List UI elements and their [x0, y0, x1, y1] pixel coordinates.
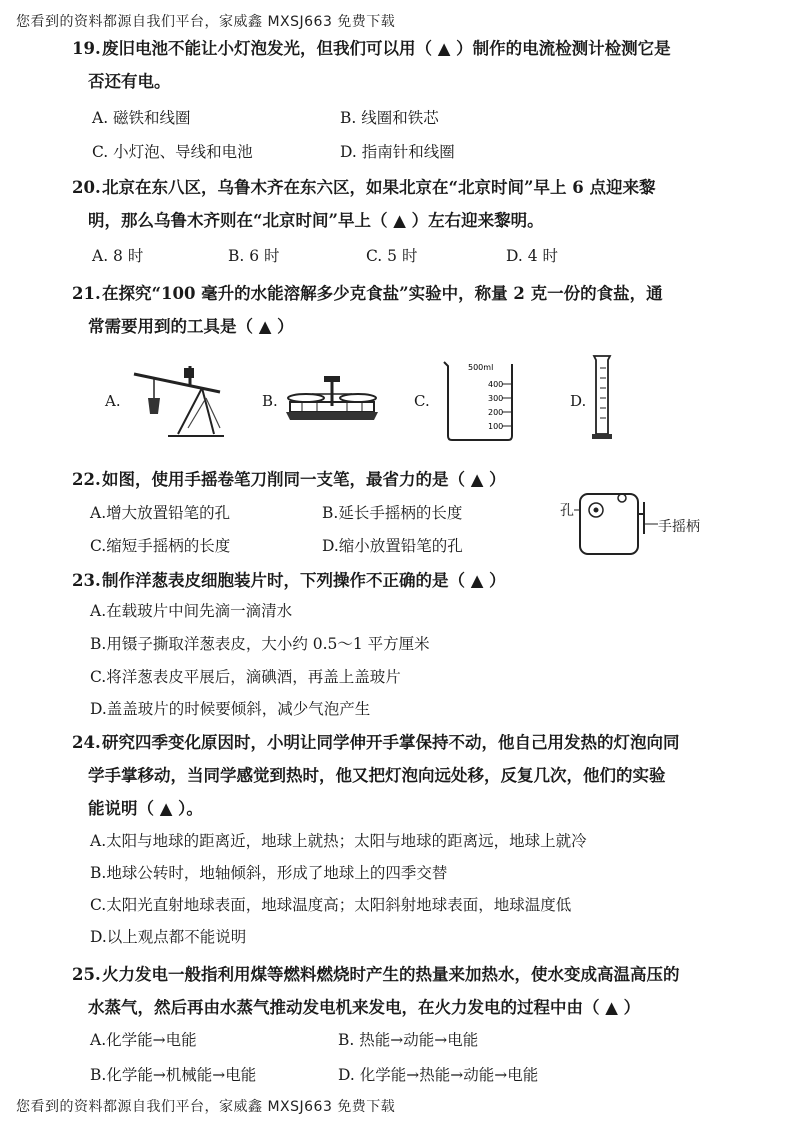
option-a-label: A. [105, 392, 121, 410]
option-d: D.盖盖玻片的时候要倾斜，减少气泡产生 [90, 700, 371, 718]
beaker-tick: 100 [488, 422, 504, 431]
option-d: D. 指南针和线圈 [340, 143, 455, 161]
question-text-line1: 制作洋葱表皮细胞装片时，下列操作不正确的是（ ▲ ） [102, 571, 506, 590]
beaker-tick: 300 [488, 394, 504, 403]
option-d: D.缩小放置铅笔的孔 [322, 537, 463, 555]
question-text-line2: 常需要用到的工具是（ ▲ ） [88, 317, 294, 336]
option-a: A.在载玻片中间先滴一滴清水 [90, 602, 293, 620]
question-text-line2: 学手掌移动，当同学感觉到热时，他又把灯泡向远处移，反复几次，他们的实验 [88, 766, 666, 785]
graduated-cylinder-image [590, 354, 614, 444]
question-19 [72, 32, 764, 98]
question-number: 19. [72, 39, 101, 58]
option-c: C.缩短手摇柄的长度 [90, 537, 231, 555]
crank-handle-label: 手摇柄 [658, 519, 700, 535]
question-text-line1: 北京在东八区，乌鲁木齐在东六区，如果北京在“北京时间”早上 6 点迎来黎 [102, 178, 656, 197]
tray-balance-image [282, 372, 382, 432]
question-text-line3: 能说明（ ▲ ）。 [88, 799, 203, 818]
question-text-line2: 水蒸气，然后再由水蒸气推动发电机来发电，在火力发电的过程中由（ ▲ ） [88, 998, 641, 1017]
question-text-line1: 研究四季变化原因时，小明让同学伸开手掌保持不动，他自己用发热的灯泡向同 [102, 733, 680, 752]
option-b: B.用镊子撕取洋葱表皮，大小约 0.5～1 平方厘米 [90, 635, 430, 653]
option-d: D.以上观点都不能说明 [90, 928, 247, 946]
question-text-line1: 如图，使用手摇卷笔刀削同一支笔，最省力的是（ ▲ ） [102, 470, 506, 489]
pencil-hole-label: 孔 [560, 503, 574, 519]
question-25 [72, 958, 764, 1024]
question-23 [72, 564, 764, 597]
question-text-line2: 否还有电。 [88, 72, 171, 91]
option-b: B.延长手摇柄的长度 [322, 504, 463, 522]
question-text-line1: 火力发电一般指利用煤等燃料燃烧时产生的热量来加热水，使水变成高温高压的 [102, 965, 680, 984]
option-b: B.地球公转时，地轴倾斜，形成了地球上的四季交替 [90, 864, 448, 882]
option-a: A.太阳与地球的距离近，地球上就热；太阳与地球的距离远，地球上就冷 [90, 832, 587, 850]
option-c: B.化学能→机械能→电能 [90, 1066, 257, 1084]
option-c-label: C. [414, 392, 430, 410]
question-21 [72, 277, 764, 343]
beaker-capacity-label: 500ml [468, 363, 494, 372]
question-text-line2: 明，那么乌鲁木齐则在“北京时间”早上（ ▲ ）左右迎来黎明。 [88, 211, 544, 230]
option-a: A.增大放置铅笔的孔 [90, 504, 231, 522]
option-c: C. 5 时 [366, 247, 418, 265]
option-b-label: B. [262, 392, 278, 410]
option-b: B. 线圈和铁芯 [340, 109, 439, 127]
watermark-bottom: 您看到的资料都源自我们平台，家威鑫 MXSJ663 免费下载 [16, 1099, 396, 1115]
option-b: B. 热能→动能→电能 [338, 1031, 479, 1049]
question-number: 23. [72, 571, 101, 590]
option-d-label: D. [570, 392, 587, 410]
option-d: D. 4 时 [506, 247, 559, 265]
question-text-line1: 废旧电池不能让小灯泡发光，但我们可以用（ ▲ ）制作的电流检测计检测它是 [102, 39, 671, 58]
option-c: C.将洋葱表皮平展后，滴碘酒，再盖上盖玻片 [90, 668, 401, 686]
option-a: A.化学能→电能 [90, 1031, 197, 1049]
steelyard-balance-image [128, 362, 224, 446]
beaker-tick: 200 [488, 408, 504, 417]
option-a: A. 磁铁和线圈 [92, 109, 191, 127]
question-number: 20. [72, 178, 101, 197]
watermark-top: 您看到的资料都源自我们平台，家威鑫 MXSJ663 免费下载 [16, 14, 396, 30]
beaker-tick: 400 [488, 380, 504, 389]
question-20 [72, 171, 764, 237]
question-text-line1: 在探究“100 毫升的水能溶解多少克食盐”实验中，称量 2 克一份的食盐，通 [102, 284, 663, 303]
question-number: 25. [72, 965, 101, 984]
option-c: C. 小灯泡、导线和电池 [92, 143, 253, 161]
beaker-image [438, 358, 518, 442]
question-24 [72, 726, 764, 825]
option-b: B. 6 时 [228, 247, 280, 265]
option-a: A. 8 时 [92, 247, 144, 265]
question-number: 24. [72, 733, 101, 752]
option-c: C.太阳光直射地球表面，地球温度高；太阳斜射地球表面，地球温度低 [90, 896, 572, 914]
option-d: D. 化学能→热能→动能→电能 [338, 1066, 539, 1084]
question-number: 22. [72, 470, 101, 489]
question-number: 21. [72, 284, 101, 303]
